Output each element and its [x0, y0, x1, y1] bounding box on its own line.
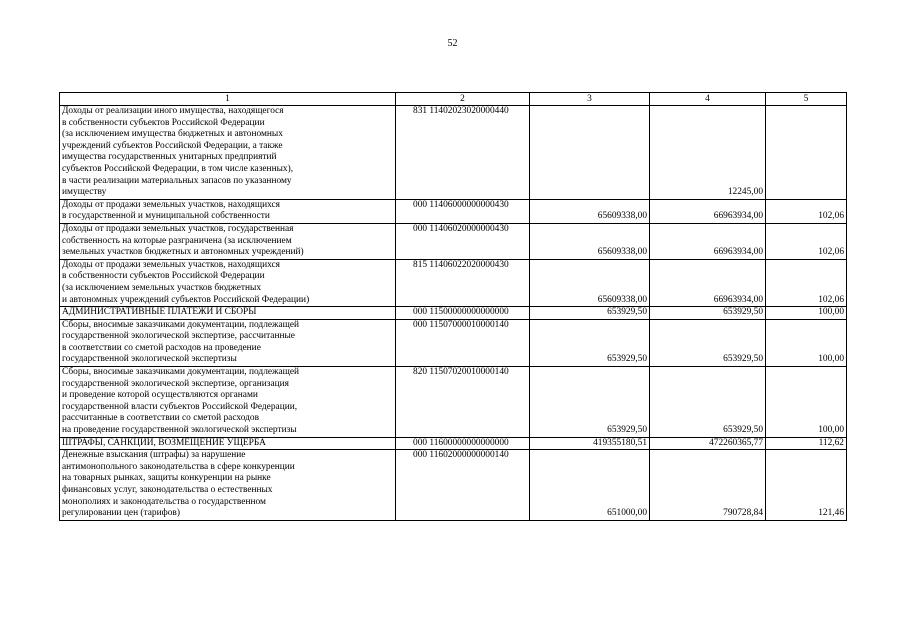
- row-plan: 653929,50: [530, 319, 650, 366]
- row-plan: 653929,50: [530, 367, 650, 438]
- row-name: Доходы от продажи земельных участков, государственная собственность на которые разграничена (за исключением земельных участков бюджетных и автономных учреждений): [60, 223, 396, 259]
- table-row: [60, 450, 847, 521]
- row-percent: 100,00: [766, 319, 847, 366]
- row-code: 000 11500000000000000: [396, 307, 530, 320]
- column-header-1: 1: [60, 93, 396, 106]
- row-code: 000 11507000010000140: [396, 319, 530, 366]
- table-row: [60, 437, 847, 450]
- row-plan: 653929,50: [530, 307, 650, 320]
- row-percent: [766, 106, 847, 200]
- row-actual: 653929,50: [650, 367, 766, 438]
- table-row: [60, 319, 847, 366]
- row-code: 820 11507020010000140: [396, 367, 530, 438]
- row-actual: 66963934,00: [650, 223, 766, 259]
- row-actual: 12245,00: [650, 106, 766, 200]
- column-header-5: 5: [766, 93, 847, 106]
- row-percent: 100,00: [766, 307, 847, 320]
- table-row: [60, 307, 847, 320]
- row-code: 831 11402023020000440: [396, 106, 530, 200]
- row-plan: 419355180,51: [530, 437, 650, 450]
- table-row: [60, 367, 847, 438]
- row-name: АДМИНИСТРАТИВНЫЕ ПЛАТЕЖИ И СБОРЫ: [60, 307, 396, 320]
- column-header-4: 4: [650, 93, 766, 106]
- column-header-2: 2: [396, 93, 530, 106]
- row-percent: 102,06: [766, 259, 847, 306]
- page-number: 52: [447, 38, 458, 49]
- row-name: Денежные взыскания (штрафы) за нарушение антимонопольного законодательства в сфере конкуренции на товарных рынках, защиты конкуренции на рынке финансовых услуг, законодательства о естественных монополиях и законодательства о государственном регулировании цен (тарифов): [60, 450, 396, 521]
- column-number-row: [60, 93, 847, 106]
- row-code: 000 11406000000000430: [396, 199, 530, 223]
- table-body: [60, 93, 847, 521]
- table-row: [60, 259, 847, 306]
- row-plan: 65609338,00: [530, 259, 650, 306]
- row-code: 000 11600000000000000: [396, 437, 530, 450]
- row-name: Доходы от реализации иного имущества, находящегося в собственности субъектов Российской Федерации (за исключением имущества бюджетных и автономных учреждений субъектов Российской Федерации, а также имущества государственных унитарных предприятий субъектов Российской Федерации, в том числе казенных), в части реализации материальных запасов по указанному имуществу: [60, 106, 396, 200]
- row-name: Сборы, вносимые заказчиками документации, подлежащей государственной экологической экспертизе, рассчитанные в соответствии со сметой расходов на проведение государственной экологической экспертизы: [60, 319, 396, 366]
- row-actual: 66963934,00: [650, 259, 766, 306]
- table-row: [60, 199, 847, 223]
- revenue-table: [59, 92, 847, 521]
- row-percent: 112,62: [766, 437, 847, 450]
- row-actual: 653929,50: [650, 319, 766, 366]
- row-actual: 653929,50: [650, 307, 766, 320]
- row-code: 000 11602000000000140: [396, 450, 530, 521]
- row-name: Доходы от продажи земельных участков, находящихся в собственности субъектов Российской Федерации (за исключением земельных участков бюджетных и автономных учреждений субъектов Российской Федерации): [60, 259, 396, 306]
- row-percent: 100,00: [766, 367, 847, 438]
- row-name: ШТРАФЫ, САНКЦИИ, ВОЗМЕЩЕНИЕ УЩЕРБА: [60, 437, 396, 450]
- row-name: Доходы от продажи земельных участков, находящихся в государственной и муниципальной собственности: [60, 199, 396, 223]
- row-code: 815 11406022020000430: [396, 259, 530, 306]
- table-row: [60, 106, 847, 200]
- row-percent: 102,06: [766, 223, 847, 259]
- row-name: Сборы, вносимые заказчиками документации, подлежащей государственной экологической экспертизе, организация и проведение которой осуществляются органами государственной власти субъектов Российской Федерации, рассчитанные в соответствии со сметой расходов на проведение государственной экологической экспертизы: [60, 367, 396, 438]
- row-actual: 66963934,00: [650, 199, 766, 223]
- row-plan: [530, 106, 650, 200]
- row-code: 000 11406020000000430: [396, 223, 530, 259]
- row-actual: 472260365,77: [650, 437, 766, 450]
- row-plan: 65609338,00: [530, 199, 650, 223]
- column-header-3: 3: [530, 93, 650, 106]
- row-actual: 790728,84: [650, 450, 766, 521]
- row-percent: 102,06: [766, 199, 847, 223]
- row-plan: 651000,00: [530, 450, 650, 521]
- row-plan: 65609338,00: [530, 223, 650, 259]
- table-row: [60, 223, 847, 259]
- row-percent: 121,46: [766, 450, 847, 521]
